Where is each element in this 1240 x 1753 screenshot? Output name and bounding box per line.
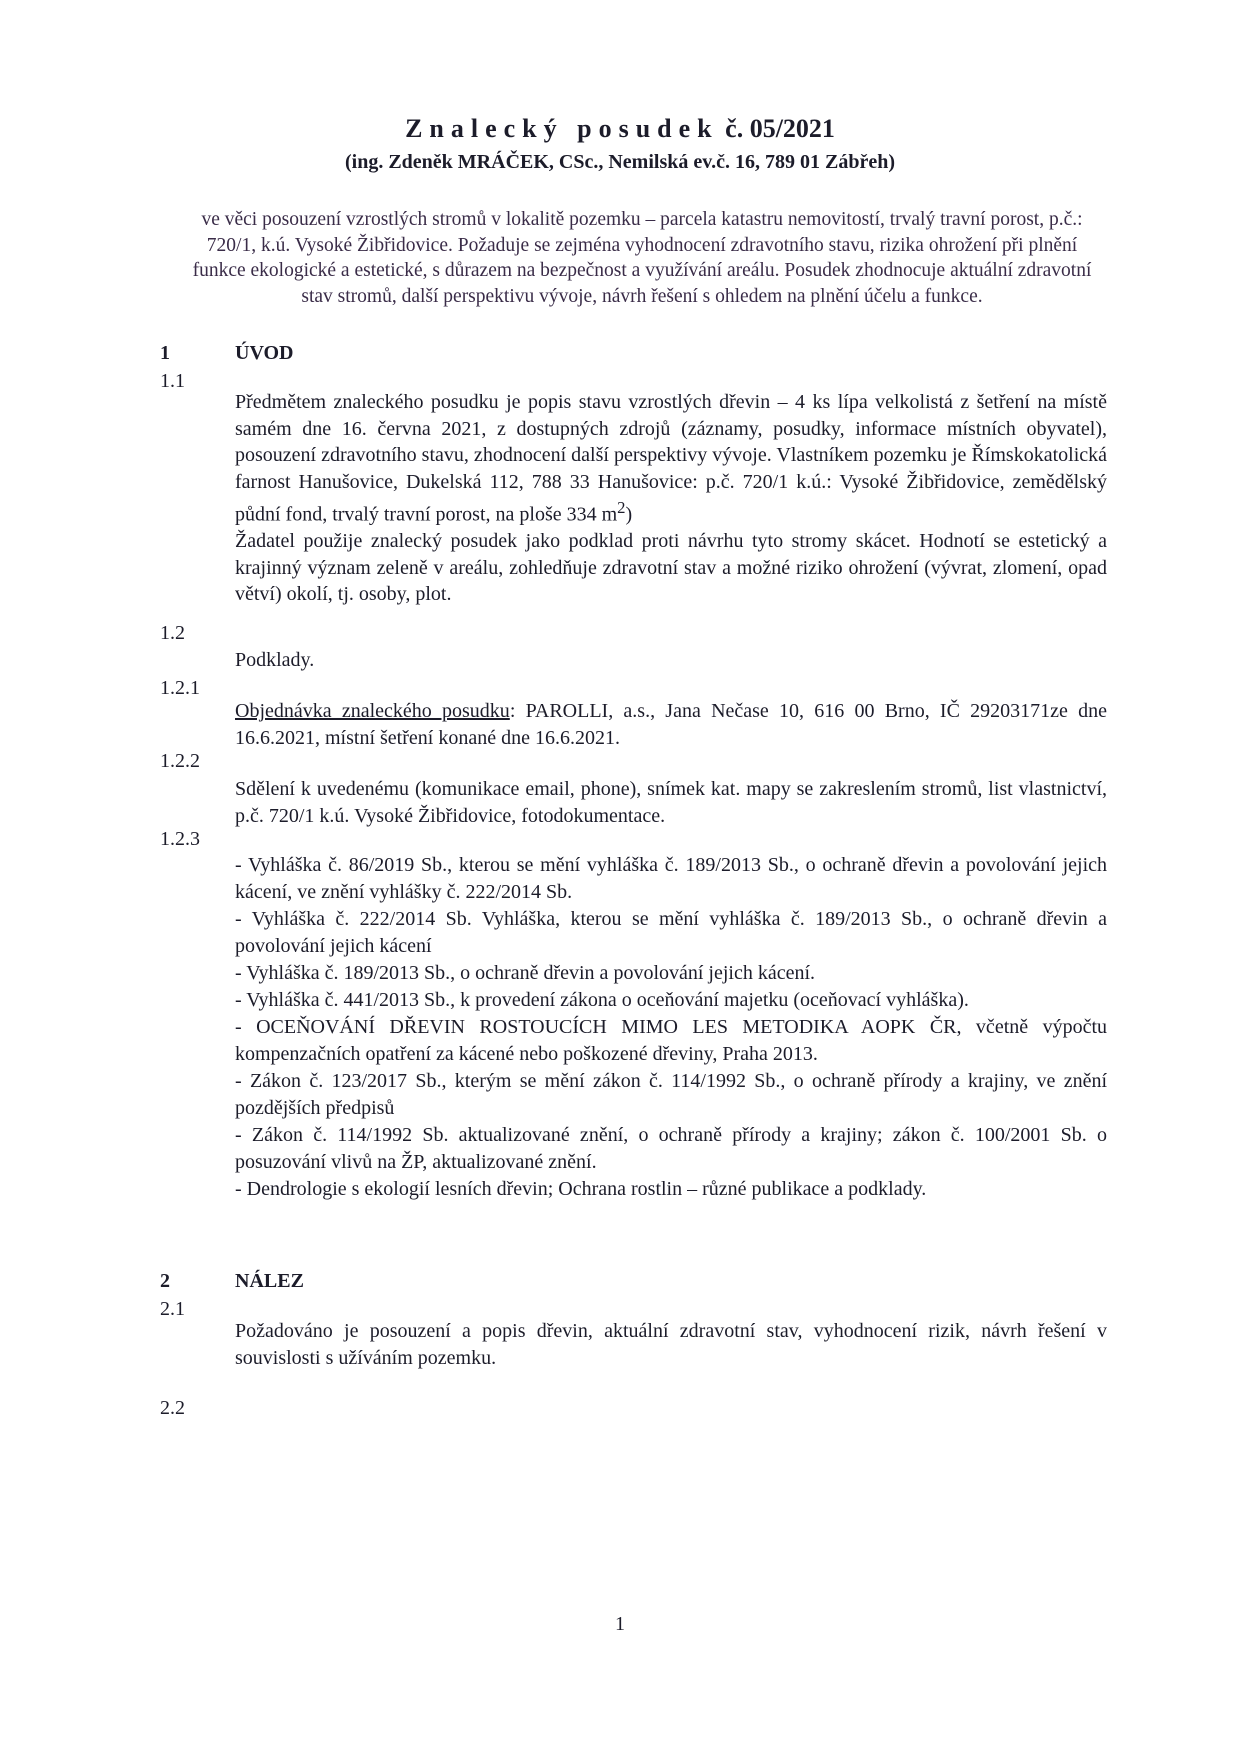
superscript: 2 xyxy=(617,498,626,517)
reference-item: - Vyhláška č. 86/2019 Sb., kterou se mění vyhláška č. 189/2013 Sb., o ochraně dřevin a povolování jejich kácení, ve znění vyhlášky č. 222/2014 Sb. xyxy=(235,854,1107,903)
section-1-1-number: 1.1 xyxy=(160,370,185,392)
section-1-2-3-references xyxy=(235,852,1107,1203)
section-1-2-2-text: Sdělení k uvedenému (komunikace email, phone), snímek kat. mapy se zakreslením stromů, list vlastnictví, p.č. 720/1 k.ú. Vysoké Žibřidovice, fotodokumentace. xyxy=(235,778,1107,827)
section-2-heading: NÁLEZ xyxy=(235,1270,304,1292)
subject-paragraph: ve věci posouzení vzrostlých stromů v lokalitě pozemku – parcela katastru nemovitostí, trvalý travní porost, p.č.: 720/1, k.ú. Vysoké Žibřidovice. Požaduje se zejména vyhodnocení zdravotního stavu, rizika ohrožení při plnění funkce ekologické a estetické, s důrazem na bezpečnost a využívání areálu. Posudek zhodnocuje aktuální zdravotní stav stromů, další perspektivu vývoje, návrh řešení s ohledem na plnění účelu a funkce. xyxy=(192,209,1092,308)
reference-item: - Zákon č. 123/2017 Sb., kterým se mění zákon č. 114/1992 Sb., o ochraně přírody a krajiny, ve znění pozdějších předpisů xyxy=(235,1070,1107,1119)
section-1-2-1-text xyxy=(235,698,1107,751)
reference-item: - Vyhláška č. 441/2013 Sb., k provedení zákona o oceňování majetku (oceňovací vyhláška). xyxy=(235,989,969,1011)
order-text: : PAROLLI, a.s., Jana Nečase 10, 616 00 Brno, IČ 29203171ze dne 16.6.2021, místní šetření konané dne 16.6.2021. xyxy=(235,700,1107,749)
section-1-1-part1: Předmětem znaleckého posudku je popis stavu vzrostlých dřevin – 4 ks lípa velkolistá z šetření na místě samém dne 16. června 2021, z dostupných zdrojů (záznamy, posudky, informace místních obyvatel), posouzení zdravotního stavu, zhodnocení další perspektivy vývoje. Vlastníkem pozemku je Římskokatolická farnost Hanušovice, Dukelská 112, 788 33 Hanušovice: p.č. 720/1 k.ú.: Vysoké Žibřidovice, zemědělský půdní fond, trvalý travní porost, na ploše 334 m xyxy=(235,391,1107,526)
section-1-2-text: Podklady. xyxy=(235,649,315,671)
section-2-number: 2 xyxy=(160,1270,170,1292)
section-1-1-paragraph xyxy=(235,389,1107,528)
section-1-2-3-number: 1.2.3 xyxy=(160,828,200,850)
section-2-2-number: 2.2 xyxy=(160,1397,185,1419)
page-number: 1 xyxy=(615,1613,625,1635)
section-1-number: 1 xyxy=(160,342,170,364)
section-1-heading: ÚVOD xyxy=(235,342,294,364)
section-1-1-text xyxy=(235,389,1107,608)
section-1-2-2-number: 1.2.2 xyxy=(160,750,200,772)
document-title xyxy=(0,112,1240,146)
reference-item: - OCEŇOVÁNÍ DŘEVIN ROSTOUCÍCH MIMO LES METODIKA AOPK ČR, včetně výpočtu kompenzačních opatření za kácené nebo poškozené dřeviny, Praha 2013. xyxy=(235,1016,1107,1065)
reference-item: - Dendrologie s ekologií lesních dřevin; Ochrana rostlin – různé publikace a podklady. xyxy=(235,1178,927,1200)
title-text: Znalecký posudek xyxy=(405,114,719,143)
section-2-1-text: Požadováno je posouzení a popis dřevin, aktuální zdravotní stav, vyhodnocení rizik, návrh řešení v souvislosti s užíváním pozemku. xyxy=(235,1320,1107,1369)
section-1-1-paragraph-2: Žadatel použije znalecký posudek jako podklad proti návrhu tyto stromy skácet. Hodnotí se estetický a krajinný význam zeleně v areálu, zohledňuje zdravotní stav a možné riziko ohrožení (vývrat, zlomení, opad větví) okolí, tj. osoby, plot. xyxy=(235,530,1107,606)
order-label: Objednávka znaleckého posudku xyxy=(235,700,510,722)
author-line: (ing. Zdeněk MRÁČEK, CSc., Nemilská ev.č. 16, 789 01 Zábřeh) xyxy=(345,151,895,173)
section-1-1-part2: ) xyxy=(625,503,633,526)
title-number: č. 05/2021 xyxy=(725,114,835,143)
reference-item: - Zákon č. 114/1992 Sb. aktualizované znění, o ochraně přírody a krajiny; zákon č. 100/2001 Sb. o posuzování vlivů na ŽP, aktualizované znění. xyxy=(235,1124,1107,1173)
reference-item: - Vyhláška č. 189/2013 Sb., o ochraně dřevin a povolování jejich kácení. xyxy=(235,962,816,984)
section-2-1-number: 2.1 xyxy=(160,1298,185,1320)
section-1-2-number: 1.2 xyxy=(160,622,185,644)
section-1-2-1-number: 1.2.1 xyxy=(160,677,200,699)
reference-item: - Vyhláška č. 222/2014 Sb. Vyhláška, kterou se mění vyhláška č. 189/2013 Sb., o ochraně dřevin a povolování jejich kácení xyxy=(235,908,1107,957)
